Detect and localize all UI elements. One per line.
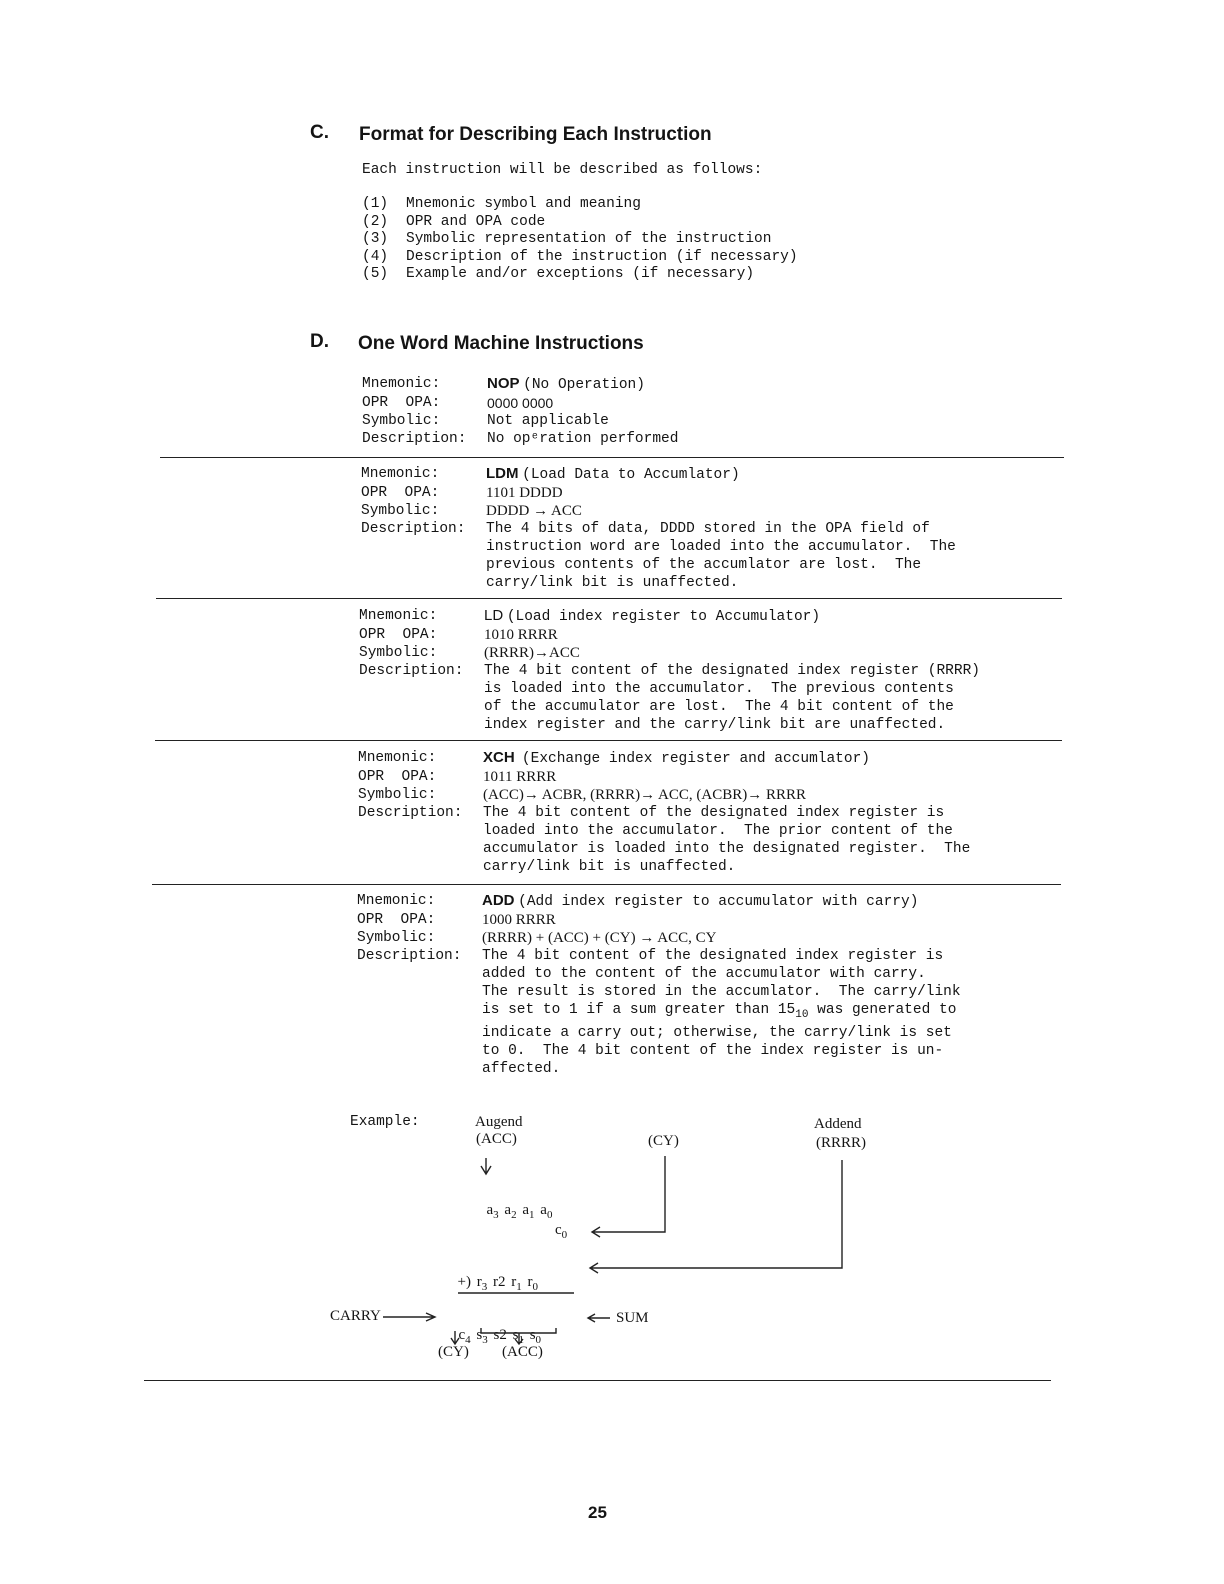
format-list-item: (3) Symbolic representation of the instruction: [362, 231, 772, 247]
opcode: 1011 RRRR: [483, 769, 557, 785]
symbolic-label: Symbolic:: [361, 503, 440, 519]
carry-label: CARRY: [330, 1308, 381, 1324]
symbolic: (RRRR)→ACC: [484, 645, 580, 661]
mnemonic-meaning: (Load Data to Accumlator): [522, 467, 740, 483]
symbolic: Not applicable: [487, 413, 609, 429]
description-line: instruction word are loaded into the accumulator. The: [486, 539, 956, 555]
result-cy-label: (CY): [438, 1344, 469, 1360]
format-list-item: (4) Description of the instruction (if necessary): [362, 248, 798, 265]
description-label: Description:: [359, 663, 464, 679]
augend-bits: $a_3$ $a_2$ $a_1$ $a_0$: [486, 1202, 553, 1221]
opr-opa-label: OPR OPA:: [361, 485, 440, 501]
mnemonic-label: Mnemonic:: [358, 750, 437, 766]
mnemonic-meaning: (Load index register to Accumulator): [506, 609, 821, 625]
description-line: index register and the carry/link bit are unaffected.: [484, 717, 946, 733]
addend-label: Addend: [814, 1116, 862, 1132]
description-line: indicate a carry out; otherwise, the carry/link is set: [482, 1025, 952, 1041]
mnemonic: NOP: [487, 375, 520, 392]
section-c-intro: Each instruction will be described as follows:: [362, 162, 763, 178]
opcode: 0000 0000: [487, 395, 554, 411]
description-label: Description:: [361, 521, 466, 537]
description-line: accumulator is loaded into the designated register. The: [483, 841, 971, 857]
mnemonic: LD: [484, 607, 504, 624]
description-line: to 0. The 4 bit content of the index register is un-: [482, 1043, 944, 1059]
opcode: 1101 DDDD: [486, 485, 563, 501]
format-list-item: (1) Mnemonic symbol and meaning: [362, 196, 641, 212]
description-line: loaded into the accumulator. The prior content of the: [483, 823, 953, 839]
section-d-letter: D.: [310, 331, 329, 352]
augend-register: (ACC): [476, 1131, 517, 1147]
description-line: previous contents of the accumlator are lost. The: [486, 557, 922, 573]
mnemonic-meaning: (Exchange index register and accumlator): [521, 751, 870, 767]
mnemonic: LDM: [486, 465, 519, 482]
format-list-item: (5) Example and/or exceptions (if necessary): [362, 266, 755, 282]
divider: [144, 1380, 1051, 1381]
description-line: is set to 1 if a sum greater than $15_{10}$ was generated to: [482, 1002, 957, 1021]
description-label: Description:: [362, 431, 467, 447]
mnemonic-meaning: (Add index register to accumulator with carry): [518, 894, 919, 910]
c4-down-arrow-icon: [451, 1331, 459, 1344]
description-line: added to the content of the accumulator with carry.: [482, 966, 926, 982]
section-d-title: One Word Machine Instructions: [358, 333, 644, 354]
opr-opa-label: OPR OPA:: [358, 769, 437, 785]
symbolic-label: Symbolic:: [359, 645, 438, 661]
mnemonic: XCH: [483, 749, 515, 766]
opr-opa-label: OPR OPA:: [359, 627, 438, 643]
symbolic-label: Symbolic:: [358, 787, 437, 803]
symbolic: (ACC)→ ACBR, (RRRR)→ ACC, (ACBR)→ RRRR: [483, 787, 806, 803]
down-arrow-icon: [481, 1158, 491, 1174]
description-line: The 4 bit content of the designated index register (RRRR): [484, 663, 980, 679]
rrrr-to-r0-arrow: [590, 1160, 842, 1273]
subscript: 10: [795, 1009, 809, 1021]
description-line: No opᵉration performed: [487, 431, 679, 447]
description-line: The 4 bit content of the designated index register is: [482, 948, 944, 964]
opr-opa-label: OPR OPA:: [362, 395, 441, 411]
description-label: Description:: [357, 948, 462, 964]
mnemonic-label: Mnemonic:: [357, 893, 436, 909]
description-line: is loaded into the accumulator. The previous contents: [484, 681, 954, 697]
cy-label: (CY): [648, 1133, 679, 1149]
sum-bracket: [481, 1328, 556, 1344]
opr-opa-label: OPR OPA:: [357, 912, 436, 928]
format-list-item: (2) OPR and OPA code: [362, 213, 546, 230]
description-line: The 4 bit content of the designated index register is: [483, 805, 945, 821]
section-c-letter: C.: [310, 122, 329, 143]
section-c-title: Format for Describing Each Instruction: [359, 124, 712, 145]
result-acc-label: (ACC): [502, 1344, 543, 1360]
mnemonic: ADD: [482, 892, 515, 909]
description-line: The 4 bits of data, DDDD stored in the OPA field of: [486, 521, 930, 537]
opcode: 1000 RRRR: [482, 912, 556, 928]
symbolic-label: Symbolic:: [357, 930, 436, 946]
sum-arrow-icon: [588, 1314, 610, 1322]
description-label: Description:: [358, 805, 463, 821]
addend-bits: +) $r_3$ r2 $r_1$ $r_0$: [457, 1274, 538, 1293]
page-number: 25: [588, 1503, 607, 1522]
description-line: of the accumulator are lost. The 4 bit content of the: [484, 699, 954, 715]
mnemonic-meaning: (No Operation): [523, 377, 645, 393]
symbolic-label: Symbolic:: [362, 413, 441, 429]
carry-arrow-icon: [383, 1313, 435, 1321]
augend-label: Augend: [475, 1114, 523, 1130]
cy-to-c0-arrow: [592, 1156, 665, 1237]
description-line: affected.: [482, 1061, 561, 1077]
addend-register: (RRRR): [816, 1135, 867, 1151]
description-line: The result is stored in the accumlator. The carry/link: [482, 984, 961, 1000]
mnemonic-label: Mnemonic:: [359, 608, 438, 624]
description-line: carry/link bit is unaffected.: [483, 859, 736, 875]
mnemonic-label: Mnemonic:: [361, 466, 440, 482]
example-label: Example:: [350, 1114, 420, 1130]
description-line: carry/link bit is unaffected.: [486, 575, 739, 591]
symbolic: (RRRR) + (ACC) + (CY) → ACC, CY: [482, 930, 717, 946]
sum-label: SUM: [616, 1310, 649, 1326]
symbolic: DDDD → ACC: [486, 503, 582, 519]
opcode: 1010 RRRR: [484, 627, 558, 643]
sum-bits: $c_4$ $s_3$ s2 $s_1$ $s_0$: [458, 1327, 542, 1346]
carry-in-bit: $c_0$: [555, 1222, 568, 1241]
mnemonic-label: Mnemonic:: [362, 376, 441, 392]
